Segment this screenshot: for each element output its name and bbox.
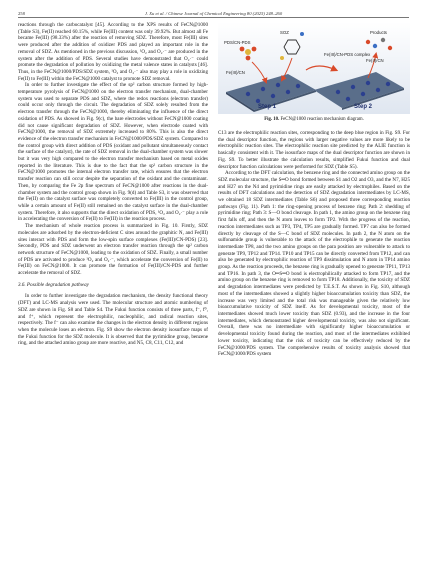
caption-label: Fig. 10. xyxy=(264,117,280,122)
label-soz: SOZ xyxy=(280,30,289,35)
paragraph: reactions through the carbocatalyst [45]. According to the XPS results of FeCN@1000 (Table S3), Fe(II) reached 60.15%, while Fe(III) content was only 39.92%. But almost all Fe became Fe(III) (98.33%) after the reaction of removing SDZ. Therefore, most Fe(III) sites were produced after the addition of oxidizer PDS and played an important role in the removal of SDZ. As mentioned in the previous discussion, ¹O₂ and O₂·⁻ are produced in the system after the addition of PDS. Several studies have demonstrated that O₂·⁻ could promote the degradation of pollution by oxidizing the metal valence states in catalysts [46]. Thus, in the FeCN@1000/PDS/SDZ system, ¹O₂ and O₂·⁻ also may play a role in oxidizing Fe(II) to Fe(III) within the FeCN@1000 catalyst to promote SDZ removal. xyxy=(18,22,208,82)
paragraph: In order to further investigate the degradation mechanism, the density functional theory (DFT) and LC-MS analysis were used. The molecular structure and atomic numbering of SDZ are shown in Fig. S8 and Table S4. The Fukui function consists of three parts, f⁻, f⁰, and f⁺, which represent the electrophilic, nucleophilic, and radical reaction sites, respectively. The f⁻ can also examine the changes in the electron density in different regions when the molecule loses an electron. Fig. S9 show the electron density isosurface maps of the Fukui function for the SDZ molecule. It is observed that the pyrimidine group, benzene ring, and the attached amino group are more reactive, and N5, C8, C11, C12, and xyxy=(18,293,208,347)
paragraph: C13 are the electrophilic reaction sites, corresponding to the deep blue region in Fig. S9. For the dual descriptor function, the regions with larger negative values are more likely to be electrophilic reaction sites. The electrophilic reaction site predicted by the ALIE function is basically consistent with it. The isosurface maps of the dual descriptor function are shown in Fig. S9. To better illustrate the calculation results, simplified Fukui function and dual descriptor function calculations were performed for SDZ (Table S5). xyxy=(218,130,410,170)
header-rule xyxy=(18,17,409,18)
label-complex: Fe(III)/CN-PDS complex xyxy=(324,52,371,57)
section-title: 3.6. Possible degradation pathway xyxy=(18,281,89,288)
caption-text: FeCN@1000 reaction mechanism diagram. xyxy=(280,117,364,122)
figure-caption xyxy=(218,117,410,122)
mechanism-diagram xyxy=(218,22,410,114)
label-products: Products xyxy=(370,30,387,35)
label-step2: Step 2 xyxy=(354,104,373,110)
label-pdscn: PDS/CN-PDS xyxy=(224,40,251,45)
page-number: 258 xyxy=(18,11,25,16)
page-header xyxy=(18,7,409,16)
paragraph: According to the DFT calculation, the benzene ring and the connected amino group on the SDZ molecular structure, the S═O bond formed between S1 and O2 and O3, and the N7, H25 and H27 on the N4 and pyrimidine rings are easily attacked by electrophiles. Based on the results of DFT calculations and the detection of SDZ degradation intermediates by LC-MS, we obtained 18 SDZ intermediates (Table S6) and proposed three corresponding reaction pathways (Fig. 11). Path 1: the ring-opening process of benzene ring; Path 2: shedding of pyrimidine ring; Path 3: S—O bond cleavage. In path 1, the amino group on the benzene ring first falls off, and then the N atom leaves to form TP2. With the progress of the reaction, reaction intermediates such as TP3, TP4, TP5 are gradually formed. TP7 can also be formed directly by cleavage of the S—C bond of SDZ molecules. In path 2, the N atom on the sulfonamide group is vulnerable to the attack of the electrophile to generate the reaction intermediate TP8, and the two amino groups on the para position are vulnerable to attack to generate TP9, TP12 and TP14. TP10 and TP15 can be directly converted from TP12, and can also be generated by electrophilic reaction of TP9 dissimulation and N atom in TP14 amino group. As the reaction proceeds, the benzene ring is gradually opened to generate TP11, TP13 and TP16. In path 3, the O═S═O bond is electrophilically attacked to form TP17, and the amino group on the benzene ring is removed to form TP18. Additionally, the toxicity of SDZ and degradation intermediates were predicted by T.E.S.T. As shown in Fig. S10, although most of the intermediates showed a slightly higher bioaccumulation toxicity than SDZ, the increase was very limited and the total risk was manageable given the relatively low bioaccumulative toxicity of SDZ itself. As for developmental toxicity, most of the intermediates showed much lower toxicity than SDZ (0.93), and the increase in the four intermediates, which demonstrated higher developmental toxicity, was also not significant. Overall, there was no intermediate with significantly higher bioaccumulation or developmental toxicity found during the reaction, and most of the intermediates exhibited lower toxicity, indicating that the risk of toxicity can be effectively reduced by the FeCN@1000/PDS system. The comprehensive results of toxicity analysis showed that FeCN@1000/PDS system xyxy=(218,170,410,358)
mechanism-figure xyxy=(218,22,410,114)
label-feii-cn: Fe(II)/CN xyxy=(366,58,384,63)
paragraph: The mechanism of whole reaction process is summarized in Fig. 10. Firstly, SDZ molecules are adsorbed by the electron-deficient C sites around the graphitic N, and Fe(III) sites interact with PDS and form the low-spin surface complexes (Fe(III)/CN-PDS) [23]. Secondly, PDS and SDZ underwent an electron transfer reaction through the sp² carbon network structure of FeCN@1000, leading to the oxidation of SDZ. Finally, a small number of PDS are activated to produce ¹O₂ and O₂·⁻, which accelerate the conversion of Fe(II) to Fe(III) on FeCN@1000. It can promote the formation of Fe(III)/CN-PDS and further accelerate the removal of SDZ. xyxy=(18,223,208,277)
journal-citation: J. Xu et al. / Chinese Journal of Chemical Engineering 80 (2025) 248–260 xyxy=(144,11,283,16)
label-step1: Step 1 xyxy=(258,104,277,110)
left-column xyxy=(18,22,208,347)
right-column xyxy=(218,130,410,358)
paragraph: In order to further investigate the effect of the sp² carbon structure formed by high-temperature pyrolysis of FeCN@1000 on the electron transfer mechanism, dual-chamber system was used to separate PDS and SDZ, where the redox reactions (electron transfer) could occur only through the circuit. The degradation of SDZ solely resulted from the electron transfer through the FeCN@1000, thereby eliminating the influence of the direct oxidation of PDS. As showed in Fig. 9(c), the bare electrodes without FeCN@1000 coating did not cause significant degradation of SDZ. However, when electrode coated with FeCN@1000, the removal of SDZ extremely increased to 80%. This is also the direct evidence of the electron transfer mechanism in FeCN@1000/PDS/SDZ system. Compared to the control group with direct addition of PDS (oxidant and pollutant simultaneously contact the surface of the catalyst), the rate of SDZ removal in the dual-chamber system was slower but it was very high compared to the electron transfer mechanism based on metal oxides reported in the literature. This is due to the fact that the sp² carbon structure in the FeCN@1000 promotes the internal electron transfer rate, which ensures that the electron transfer reaction can still occur despite the separation of the oxidant and the contaminant. Then, by comparing the Fe 2p fine spectrum of FeCN@1000 after reactions in the dual-chamber system and the control group shown in Fig. 9(d) and Table S3, it was observed that the Fe(II) on the catalyst surface was completely converted to Fe(III) in the control group, while a certain amount of Fe(II) still remained on the catalyst surface in the dual-chamber system. Therefore, it also supports that the direct oxidation of PDS, ¹O₂ and O₂·⁻ play a role in accelerating the conversion of Fe(II) to Fe(III) in the reaction process. xyxy=(18,82,208,223)
label-fe-cn: Fe(III)/CN xyxy=(226,70,245,75)
